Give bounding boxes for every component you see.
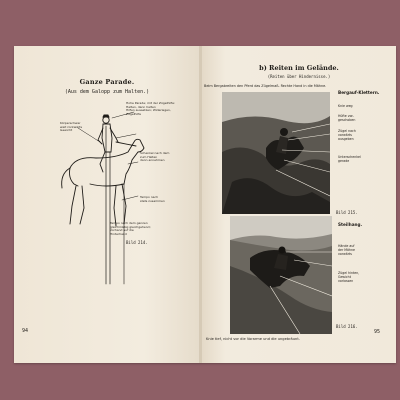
left-page	[14, 46, 200, 363]
right-page-title: b) Reiten im Gelände.	[259, 64, 339, 72]
right-page-subtitle: (Reiten über Hindernisse.)	[267, 74, 331, 79]
label-right-mid: Schenkel nach dem zum Halten dann annehmen	[140, 151, 170, 163]
label-right-low: Tempo nach stets zusammen	[140, 195, 165, 203]
caption-photo-1: Bild 215.	[336, 210, 358, 215]
right-page	[202, 46, 396, 363]
photo-steep-descent	[230, 216, 332, 334]
heading-bergauf: Bergauf-Klettern.	[338, 90, 380, 95]
right-page-number: 95	[374, 329, 381, 335]
label-left: Körperschwer weit rückwärts Gewicht	[60, 121, 83, 133]
left-page-subtitle: (Aus dem Galopp zum Halten.)	[64, 89, 150, 95]
notes-steilhang: Hände auf der Mähne vorwärts Zügel hinten, Gewicht vorlassen	[338, 244, 360, 284]
photo-climbing-uphill	[222, 92, 330, 214]
left-page-title: Ganze Parade.	[79, 78, 135, 86]
label-bottom: Tempo nach dem ganzen gleichmäßig gleichgehend; Vorhand auf die Hinterhand	[110, 221, 151, 236]
notes-bergauf: Knie weg Hüfte vor- geschoben Zügel nach vorwärts ausgeben Unterschenkel gerade	[338, 104, 361, 164]
left-page-number: 94	[22, 328, 29, 334]
left-figure-caption: Bild 214.	[126, 240, 148, 245]
heading-steilhang: Steilhang.	[338, 222, 363, 227]
right-page-intro: Beim Bergabreiten den Pferd das Zügelmaß. Rechte Hand in die Mähne.	[204, 84, 327, 88]
open-book	[14, 46, 396, 363]
caption-photo-2: Bild 216.	[336, 324, 358, 329]
right-bottom-line: Knie tief, nicht vor die Vorarme und die ungebräunt.	[206, 337, 300, 341]
label-top-right: Hohe Parade; mit der Zügelhilfe: Halten, dann halten Hilfen aussetzen; Widerlegen, Zügelhilfe	[126, 101, 175, 116]
